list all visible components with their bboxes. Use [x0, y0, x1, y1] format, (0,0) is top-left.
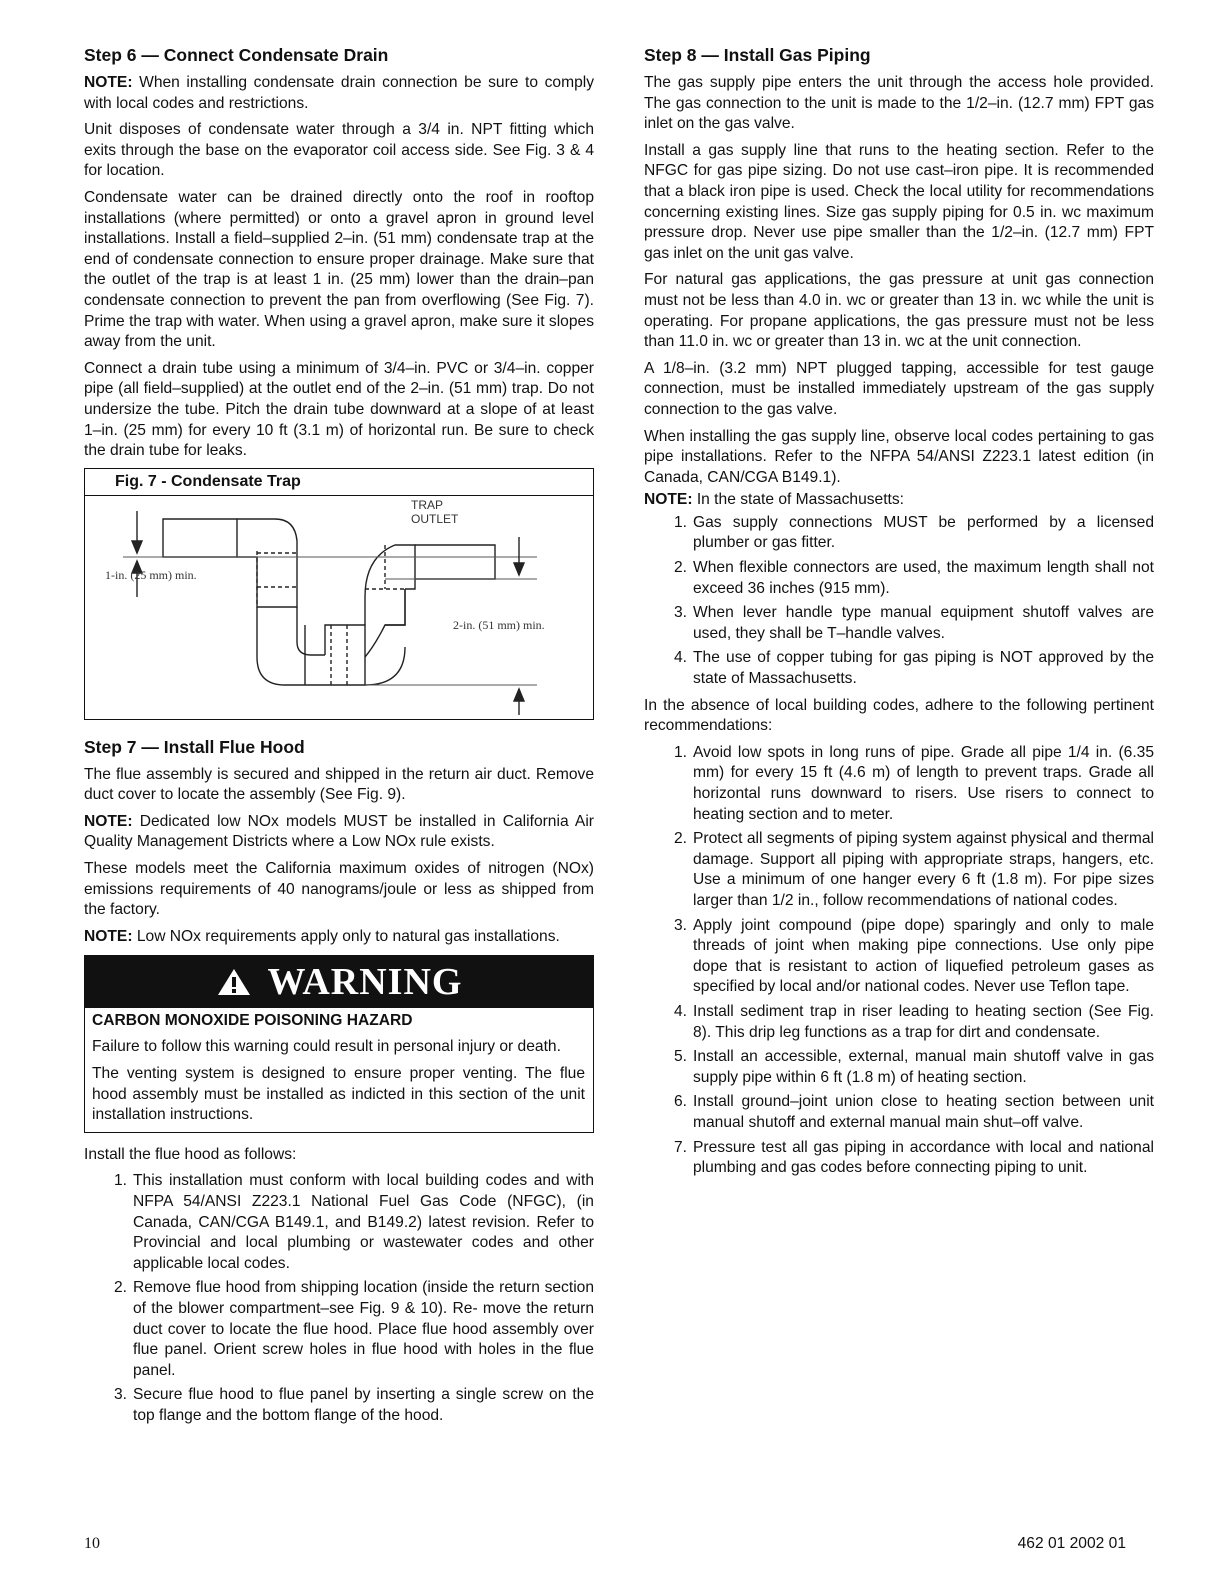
two-inch-min-label: 2-in. (51 mm) min.: [453, 617, 545, 632]
list-item-number: 5.: [674, 1048, 688, 1066]
list-item-text: Protect all segments of piping system against physical and thermal damage. Support all piping with appropriate straps, hangers, etc. Use a minimum of one hanger every 6 ft (1.8 m). For pipe sizes larger than 1/2 in., follow recommendations of national codes.: [693, 830, 1154, 909]
step6-paragraph-2: Condensate water can be drained directly onto the roof in rooftop installations (where permitted) or onto a gravel apron in ground level installations. Install a field–supplied 2–in. (51 mm) condensate trap at the end of condensate connection to ensure proper drainage. Make sure that the outlet of the trap is at least 1 in. (25 mm) lower than the drain–pan condensate connection to prevent the pan from overflowing (See Fig. 7). Prime the trap with water. When using a gravel apron, make sure it slopes away from the unit.: [84, 188, 594, 351]
list-item: [644, 743, 1154, 825]
list-item-text: When lever handle type manual equipment shutoff valves are used, they shall be T–handle valves.: [693, 604, 1154, 642]
massachusetts-list: [644, 513, 1154, 690]
list-item-number: 1.: [114, 1172, 128, 1190]
step6-paragraph-1: Unit disposes of condensate water through a 3/4 in. NPT fitting which exits through the base on the evaporator coil access side. See Fig. 3 & 4 for location.: [84, 121, 594, 180]
note-label: NOTE:: [84, 812, 133, 830]
list-item-text: Avoid low spots in long runs of pipe. Grade all pipe 1/4 in. (6.35 mm) for every 15 ft (4.6 m) of length to prevent traps. Grade all horizontal runs downward to risers. Use risers to connect to heating section and to meter.: [693, 743, 1154, 823]
list-item-text: Apply joint compound (pipe dope) sparingly and only to male threads of joint when making pipe connections. Use only pipe dope that is resistant to action of liquefied petroleum gases as specified by local and/or national codes. Never use Teflon tape.: [693, 916, 1154, 996]
left-column: [84, 44, 594, 1433]
step6-heading: Step 6 — Connect Condensate Drain: [84, 45, 389, 65]
list-item: [644, 648, 1154, 689]
step7-note-1: [84, 812, 594, 853]
list-item-number: 1.: [674, 513, 688, 531]
warning-title: WARNING: [267, 961, 463, 1004]
warning-paragraph-2: The venting system is designed to ensure proper venting. The flue hood assembly must be installed as indicted in this section of the unit installation instructions.: [92, 1065, 585, 1124]
list-item: [644, 1047, 1154, 1088]
list-item-text: Gas supply connections MUST be performed by a licensed plumber or gas fitter.: [693, 513, 1154, 552]
list-item: [644, 916, 1154, 998]
list-item-text: Remove flue hood from shipping location (inside the return section of the blower compartment–see Fig. 9 & 10). Re- move the return duct cover to locate the flue hood. Place flue hood assembly over flue panel. Orient screw holes in flue hood with holes in the flue panel.: [133, 1279, 594, 1379]
trap-label: TRAP: [411, 497, 444, 512]
note-label: NOTE:: [84, 74, 133, 91]
list-item: [644, 603, 1154, 644]
list-item-text: When flexible connectors are used, the maximum length shall not exceed 36 inches (915 mm).: [693, 559, 1154, 597]
list-item-text: This installation must conform with local building codes and with NFPA 54/ANSI Z223.1 National Fuel Gas Code (NFGC), (in Canada, CAN/CGA B149.1, and B149.2) latest revision. Refer to Provincial and local plumbing or wastewater codes and other applicable local codes.: [133, 1172, 594, 1272]
step6-paragraph-3: Connect a drain tube using a minimum of 3/4–in. PVC or 3/4–in. copper pipe (all field–supplied) at the outlet end of the 2–in. (51 mm) trap. Do not undersize the tube. Pitch the drain tube downward at a slope of at least 1–in. (25 mm) for every 10 ft (3.1 m) of horizontal run. Be sure to check the drain tube for leaks.: [84, 359, 594, 460]
flue-intro: Install the flue hood as follows:: [84, 1145, 297, 1163]
list-item-number: 3.: [114, 1386, 128, 1404]
list-item: [644, 558, 1154, 599]
absence-intro: In the absence of local building codes, adhere to the following pertinent recommendations:: [644, 696, 1154, 735]
outlet-label: OUTLET: [411, 511, 459, 526]
step8-paragraph-2: Install a gas supply line that runs to the heating section. Refer to the NFGC for gas pipe sizing. Do not use cast–iron pipe. It is recommended that a black iron pipe is used. Check the local utility for recommendations concerning existing lines. Size gas supply piping for 0.5 in. wc maximum pressure drop. Never use pipe smaller than the 1/2–in. (12.7 mm) FPT gas inlet on the unit gas valve.: [644, 141, 1154, 262]
condensate-trap-diagram: [85, 497, 593, 715]
list-item-text: Install ground–joint union close to heating section between unit manual shutoff and external manual main shut–off valve.: [693, 1093, 1154, 1131]
warning-triangle-icon: [216, 967, 252, 997]
note-text: Dedicated low NOx models MUST be installed in California Air Quality Management Districts where a Low NOx rule exists.: [84, 812, 594, 851]
list-item: [84, 1278, 594, 1381]
list-item: [644, 1002, 1154, 1043]
warning-box: [84, 955, 594, 1132]
list-item-number: 7.: [674, 1138, 688, 1156]
step8-note: [644, 490, 1154, 511]
step8-paragraph-3: For natural gas applications, the gas pressure at unit gas connection must not be less than 4.0 in. wc or greater than 13 in. wc while the unit is operating. For propane applications, the gas pressure must not be less than 11.0 in. wc or greater than 13 in. wc at the unit connection.: [644, 271, 1154, 351]
list-item-number: 2.: [674, 830, 688, 848]
right-column: [644, 44, 1154, 1185]
step8-paragraph-4: A 1/8–in. (3.2 mm) NPT plugged tapping, accessible for test gauge connection, must be installed immediately upstream of the gas supply connection to the gas valve.: [644, 359, 1154, 418]
list-item-number: 6.: [674, 1093, 688, 1111]
list-item-number: 2.: [674, 559, 688, 577]
list-item-number: 1.: [674, 743, 688, 761]
warning-subtitle: CARBON MONOXIDE POISONING HAZARD: [92, 1012, 413, 1030]
step7-paragraph-2: These models meet the California maximum oxides of nitrogen (NOx) emissions requirements of 40 nanograms/joule or less as shipped from the factory.: [84, 860, 594, 919]
step7-heading: Step 7 — Install Flue Hood: [84, 736, 305, 757]
step7-note-2: [84, 927, 594, 948]
figure-7: [84, 468, 594, 720]
figure-7-title: Fig. 7 - Condensate Trap: [85, 469, 593, 496]
list-item-text: Install sediment trap in riser leading to heating section (See Fig. 8). This drip leg functions as a trap for dirt and condensate.: [693, 1002, 1154, 1041]
warning-body: [85, 1008, 593, 1131]
note-label: NOTE:: [84, 927, 133, 945]
note-text: Low NOx requirements apply only to natural gas installations.: [132, 927, 560, 945]
step8-paragraph-1: The gas supply pipe enters the unit through the access hole provided. The gas connection to the unit is made to the 1/2–in. (12.7 mm) FPT gas inlet on the gas valve.: [644, 74, 1154, 133]
note-text: In the state of Massachusetts:: [692, 491, 905, 509]
list-item: [644, 1092, 1154, 1133]
step8-heading: Step 8 — Install Gas Piping: [644, 45, 871, 65]
warning-header: [85, 956, 593, 1008]
step6-note: [84, 73, 594, 114]
list-item-text: The use of copper tubing for gas piping is NOT approved by the state of Massachusetts.: [693, 649, 1154, 688]
note-label: NOTE:: [644, 491, 693, 509]
warning-paragraph-1: Failure to follow this warning could result in personal injury or death.: [92, 1038, 561, 1056]
list-item: [644, 829, 1154, 911]
list-item: [84, 1385, 594, 1426]
page-number: 10: [84, 1535, 100, 1552]
list-item-number: 3.: [674, 916, 688, 934]
list-item: [84, 1171, 594, 1274]
recommendations-list: [644, 743, 1154, 1179]
list-item: [644, 513, 1154, 554]
list-item: [644, 1138, 1154, 1179]
list-item-text: Pressure test all gas piping in accordance with local and national plumbing and gas codes before connecting piping to unit.: [693, 1138, 1154, 1177]
flue-steps-list: [84, 1171, 594, 1426]
note-text: When installing condensate drain connection be sure to comply with local codes and restrictions.: [84, 74, 594, 112]
step7-paragraph-1: The flue assembly is secured and shipped in the return air duct. Remove duct cover to locate the assembly (See Fig. 9).: [84, 765, 594, 804]
list-item-text: Install an accessible, external, manual main shutoff valve in gas supply pipe within 6 ft (1.8 m) of heating section.: [693, 1048, 1154, 1086]
list-item-number: 2.: [114, 1279, 128, 1297]
step8-paragraph-5: When installing the gas supply line, observe local codes pertaining to gas pipe installations. Refer to the NFPA 54/ANSI Z223.1 latest edition (in Canada, CAN/CGA B149.1).: [644, 427, 1154, 486]
list-item-number: 4.: [674, 649, 688, 667]
one-inch-min-label: 1-in. (25 mm) min.: [105, 567, 197, 582]
list-item-number: 3.: [674, 604, 688, 622]
document-number: 462 01 2002 01: [1017, 1535, 1126, 1552]
list-item-text: Secure flue hood to flue panel by inserting a single screw on the top flange and the bottom flange of the hood.: [133, 1386, 594, 1424]
list-item-number: 4.: [674, 1002, 688, 1020]
